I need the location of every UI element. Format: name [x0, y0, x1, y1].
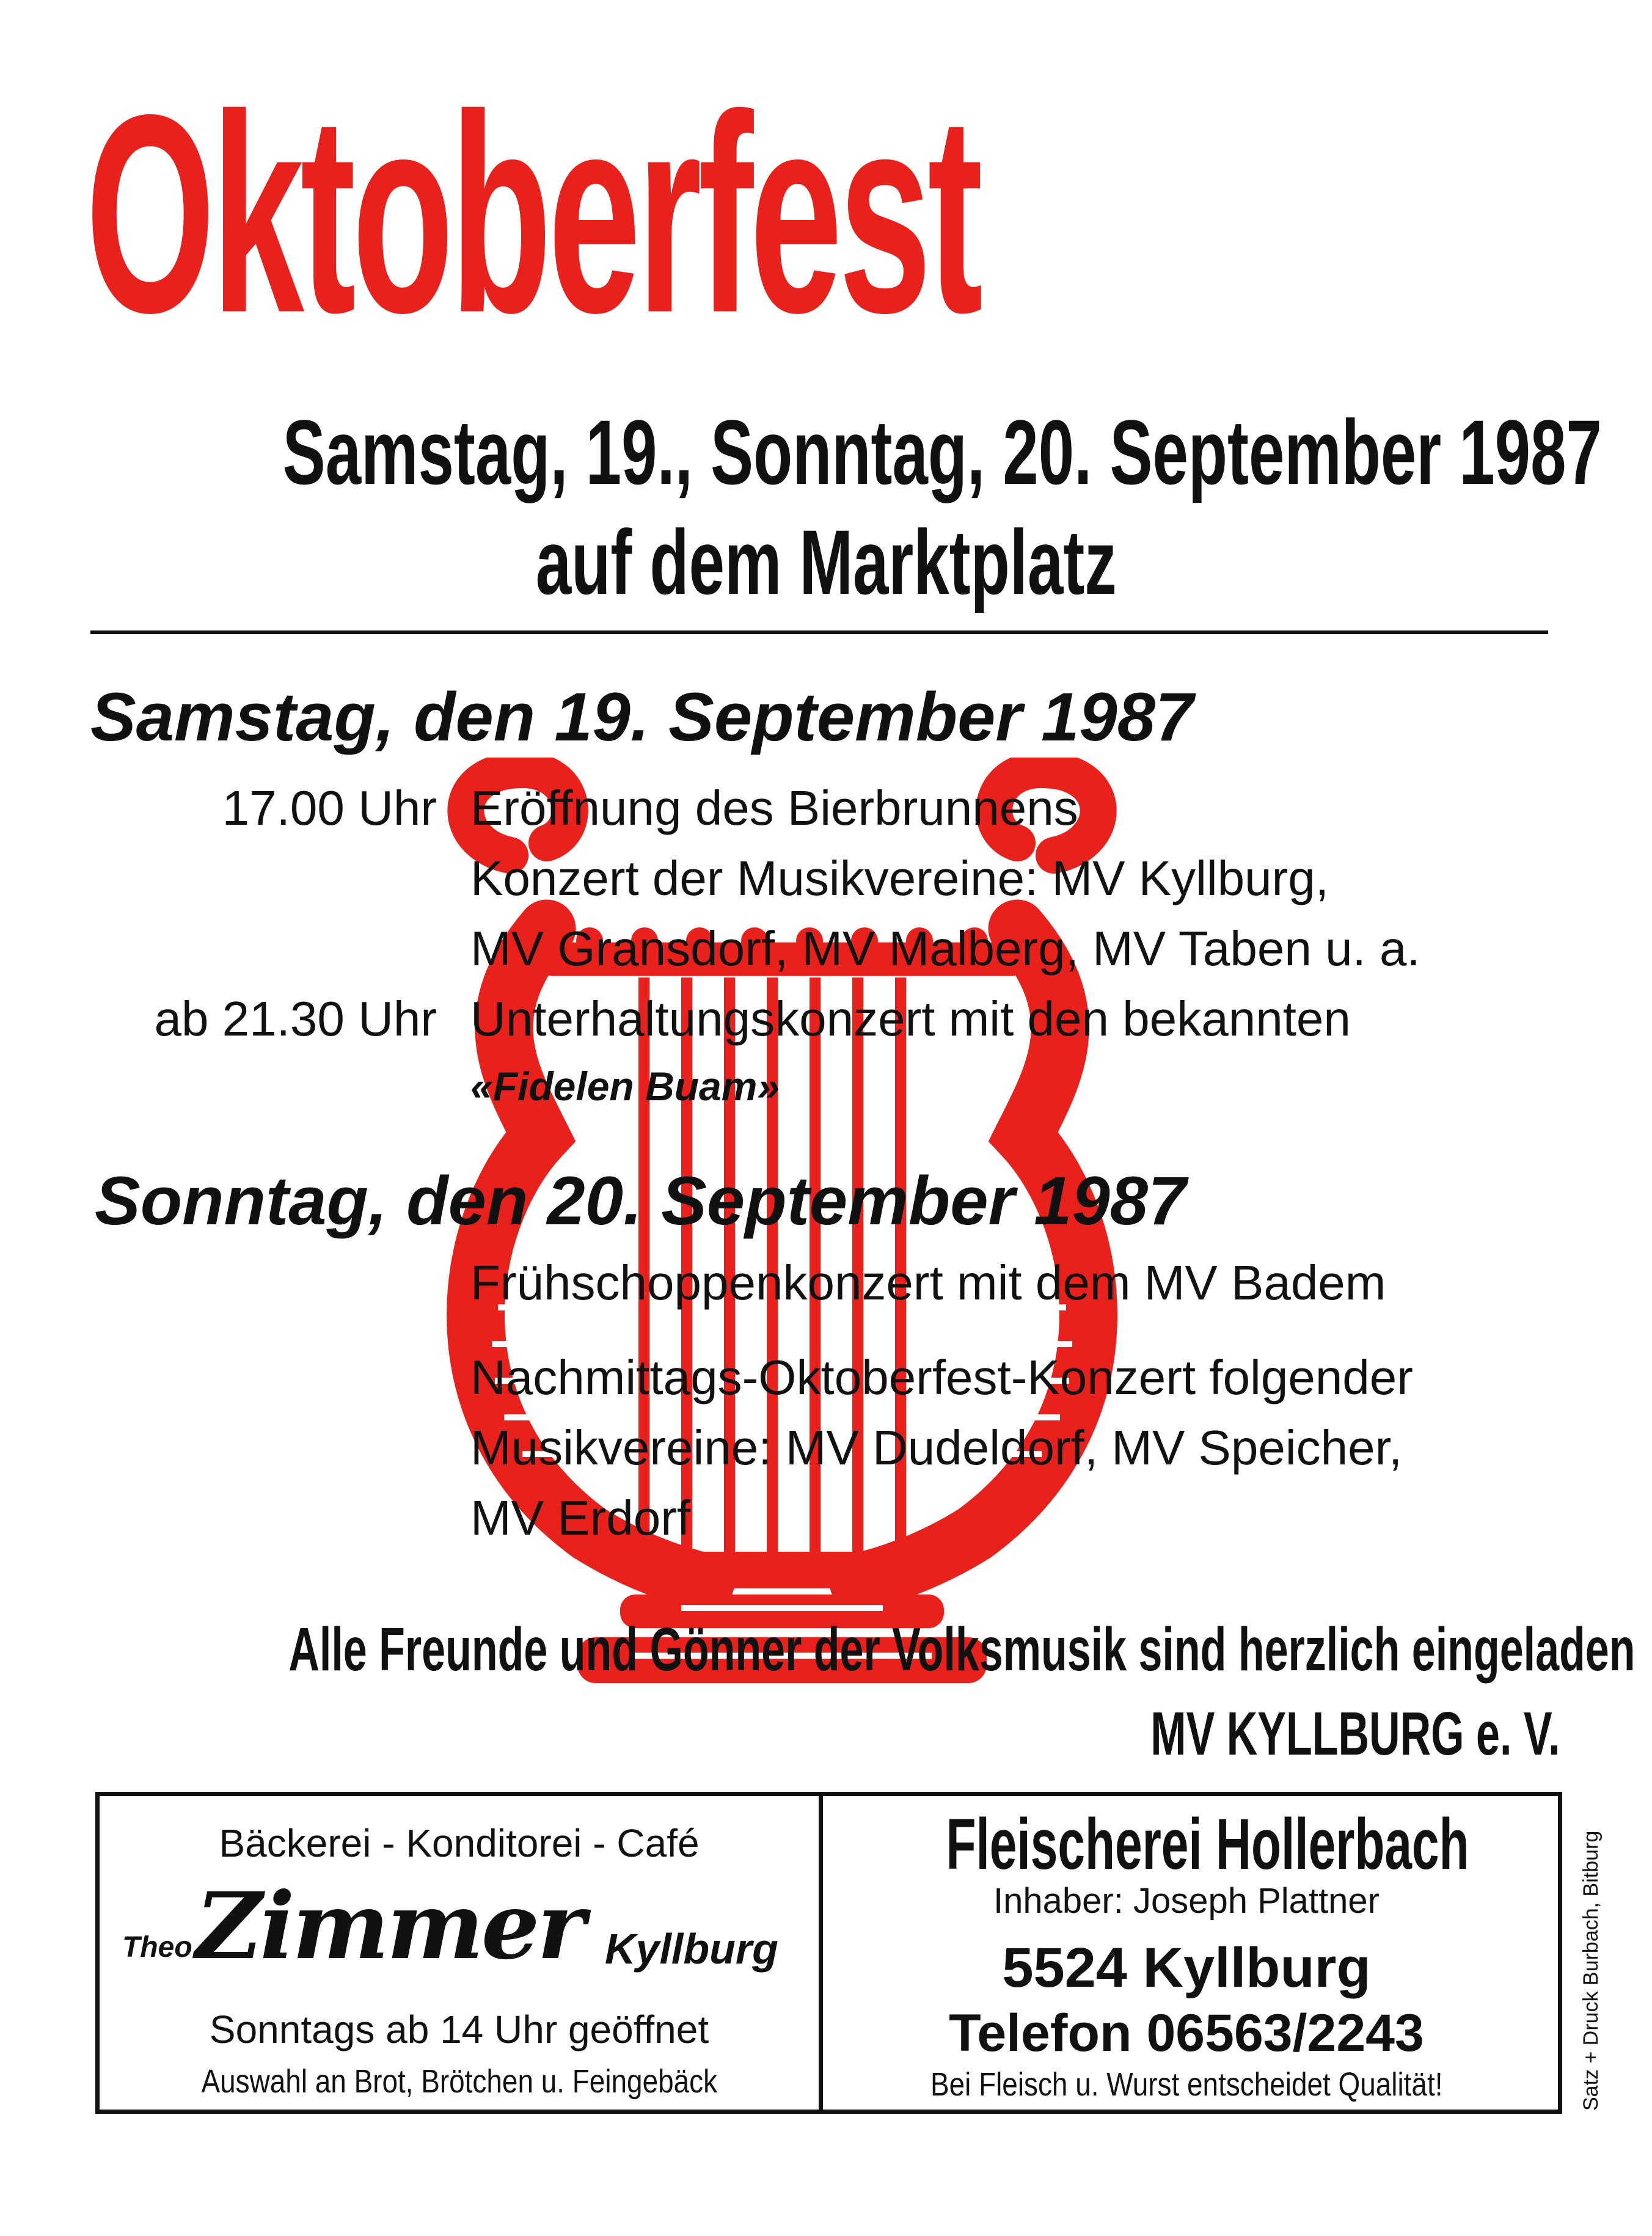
bakery-name-prefix: Theo: [122, 1931, 192, 1964]
poster-title: Oktoberfest: [86, 56, 979, 372]
printer-credit: Satz + Druck Burbach, Bitburg: [1579, 1830, 1603, 2111]
organizer-text: MV KYLLBURG e. V.: [1150, 1700, 1560, 1768]
bakery-type: Bäckerei - Konditorei - Café: [219, 1821, 700, 1865]
event-time: ab 21.30 Uhr: [154, 992, 437, 1046]
event-line: MV Gransdorf, MV Malberg, MV Taben u. a.: [470, 921, 1420, 976]
butcher-owner: Inhaber: Joseph Plattner: [993, 1881, 1380, 1921]
event-place: [0, 511, 1652, 613]
event-line: Eröffnung des Bierbrunnens: [470, 781, 1078, 835]
event-dates: [0, 401, 1652, 503]
sunday-heading: Sonntag, den 20. September 1987: [95, 1163, 1186, 1239]
bakery-town: Kyllburg: [605, 1925, 778, 1973]
band-name: «Fidelen Buam»: [470, 1064, 780, 1109]
event-line: Frühschoppenkonzert mit dem MV Badem: [470, 1255, 1386, 1310]
bakery-offer-text: Auswahl an Brot, Brötchen u. Feingebäck: [201, 2063, 717, 2100]
event-time: 17.00 Uhr: [222, 781, 437, 835]
bakery-offer: [100, 2065, 819, 2098]
invitation-text: Alle Freunde und Gönner der Volksmusik sind herzlich eingeladen: [288, 1615, 1636, 1684]
butcher-phone: Telefon 06563/2243: [949, 2004, 1424, 2062]
butcher-name: [823, 1804, 1550, 1885]
bakery-name: Zimmer: [196, 1872, 583, 1980]
bakery-hours: Sonntags ab 14 Uhr geöffnet: [209, 2008, 709, 2051]
divider-line: [90, 630, 1548, 634]
event-line: Musikvereine: MV Dudeldorf, MV Speicher,: [470, 1420, 1403, 1475]
event-line: MV Erdorf: [470, 1491, 691, 1545]
butcher-address: 5524 Kyllburg: [1002, 1937, 1371, 1999]
bakery-logo: [122, 1872, 806, 1980]
event-line: Nachmittags-Oktoberfest-Konzert folgender: [470, 1350, 1413, 1405]
event-dates-text: Samstag, 19., Sonntag, 20. September 1987: [282, 401, 1602, 503]
butcher-slogan: [823, 2068, 1550, 2101]
saturday-heading: Samstag, den 19. September 1987: [90, 679, 1194, 755]
butcher-name-text: Fleischerei Hollerbach: [946, 1804, 1469, 1885]
ads-divider: [819, 1792, 823, 2110]
event-line: Konzert der Musikvereine: MV Kyllburg,: [470, 851, 1329, 905]
event-place-text: auf dem Marktplatz: [535, 511, 1117, 613]
invitation: [0, 1615, 1652, 1684]
organizer: [975, 1700, 1560, 1768]
event-line: Unterhaltungskonzert mit den bekannten: [470, 992, 1351, 1046]
butcher-slogan-text: Bei Fleisch u. Wurst entscheidet Qualität!: [930, 2066, 1443, 2103]
